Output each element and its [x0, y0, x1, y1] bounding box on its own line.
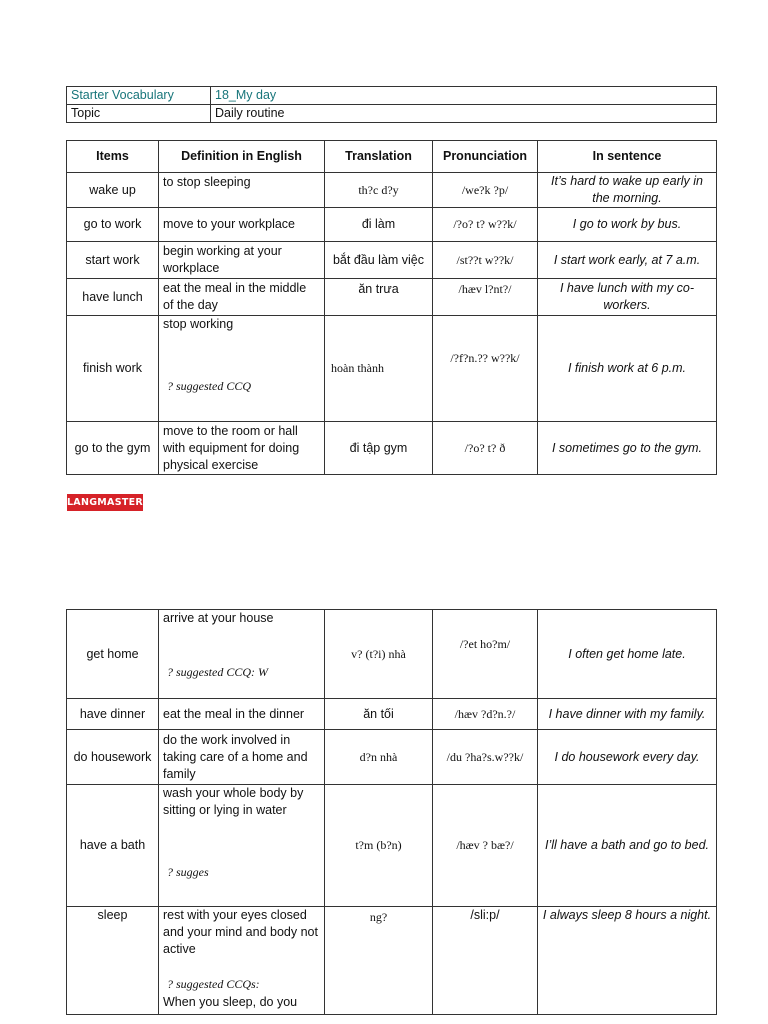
table-row — [67, 785, 717, 907]
vocab-table-continued — [66, 609, 717, 1015]
sentence: I often get home late. — [538, 610, 717, 699]
sentence: I’ll have a bath and go to bed. — [538, 785, 717, 907]
item: start work — [67, 242, 159, 279]
sentence: It’s hard to wake up early in the morning. — [538, 173, 717, 208]
ccq-note: ? suggested CCQ: W — [167, 665, 268, 679]
item: wake up — [67, 173, 159, 208]
sentence: I start work early, at 7 a.m. — [538, 242, 717, 279]
definition: rest with your eyes closed and your mind and body not active — [163, 908, 318, 956]
pronunciation: /st??t w??k/ — [433, 242, 538, 279]
definition-cell — [159, 785, 325, 907]
col-pronunciation: Pronunciation — [433, 141, 538, 173]
sentence: I finish work at 6 p.m. — [538, 316, 717, 422]
header-value-topic: Daily routine — [211, 105, 717, 123]
pronunciation: /hæv l?nt?/ — [433, 279, 538, 316]
translation: ng? — [325, 907, 433, 1015]
table-row — [67, 422, 717, 475]
translation: đi tập gym — [325, 422, 433, 475]
item: have dinner — [67, 699, 159, 730]
item: have lunch — [67, 279, 159, 316]
definition: move to your workplace — [159, 208, 325, 242]
translation: bắt đầu làm việc — [325, 242, 433, 279]
definition: stop working — [163, 317, 234, 331]
header-table — [66, 86, 717, 123]
pronunciation: /?o? t? ð — [433, 422, 538, 475]
col-definition: Definition in English — [159, 141, 325, 173]
sentence: I go to work by bus. — [538, 208, 717, 242]
translation: t?m (b?n) — [325, 785, 433, 907]
pronunciation: /?o? t? w??k/ — [433, 208, 538, 242]
definition-cell — [159, 907, 325, 1015]
table-row — [67, 173, 717, 208]
definition: do the work involved in taking care of a home and family — [159, 730, 325, 785]
pronunciation: /hæv ?d?n.?/ — [433, 699, 538, 730]
definition-cell — [159, 610, 325, 699]
item: finish work — [67, 316, 159, 422]
table-row — [67, 907, 717, 1015]
pronunciation: /?et ho?m/ — [433, 610, 538, 699]
translation: v? (t?i) nhà — [325, 610, 433, 699]
item: have a bath — [67, 785, 159, 907]
pronunciation: /we?k ?p/ — [433, 173, 538, 208]
table-row — [67, 208, 717, 242]
pronunciation: /hæv ? bæ?/ — [433, 785, 538, 907]
definition: wash your whole body by sitting or lying in water — [163, 786, 304, 817]
item: go to work — [67, 208, 159, 242]
item: go to the gym — [67, 422, 159, 475]
table-header-row — [67, 141, 717, 173]
definition: to stop sleeping — [159, 173, 325, 208]
vocab-table — [66, 140, 717, 475]
translation: ăn trưa — [325, 279, 433, 316]
item: sleep — [67, 907, 159, 1015]
definition: begin working at your workplace — [159, 242, 325, 279]
header-label-course: Starter Vocabulary — [67, 87, 211, 105]
col-sentence: In sentence — [538, 141, 717, 173]
pronunciation: /du ?ha?s.w??k/ — [433, 730, 538, 785]
translation: d?n nhà — [325, 730, 433, 785]
definition: eat the meal in the middle of the day — [159, 279, 325, 316]
translation: ăn tối — [325, 699, 433, 730]
header-value-course: 18_My day — [211, 87, 717, 105]
translation: hoàn thành — [325, 316, 433, 422]
table-row — [67, 316, 717, 422]
table-row — [67, 699, 717, 730]
table-row — [67, 242, 717, 279]
pronunciation: /sli:p/ — [433, 907, 538, 1015]
sentence: I have lunch with my co-workers. — [538, 279, 717, 316]
definition-cell — [159, 316, 325, 422]
definition: move to the room or hall with equipment for doing physical exercise — [159, 422, 325, 475]
sentence: I do housework every day. — [538, 730, 717, 785]
col-items: Items — [67, 141, 159, 173]
ccq-note: ? suggested CCQs: — [167, 977, 260, 991]
translation: đi làm — [325, 208, 433, 242]
ccq-question: When you sleep, do you — [163, 995, 298, 1009]
item: do housework — [67, 730, 159, 785]
definition: arrive at your house — [163, 611, 274, 625]
header-label-topic: Topic — [67, 105, 211, 123]
definition: eat the meal in the dinner — [159, 699, 325, 730]
translation: th?c d?y — [325, 173, 433, 208]
item: get home — [67, 610, 159, 699]
sentence: I sometimes go to the gym. — [538, 422, 717, 475]
col-translation: Translation — [325, 141, 433, 173]
table-row — [67, 730, 717, 785]
ccq-note: ? suggested CCQ — [167, 379, 251, 393]
langmaster-logo: LANGMASTER — [67, 494, 143, 511]
table-row — [67, 279, 717, 316]
sentence: I have dinner with my family. — [538, 699, 717, 730]
sentence: I always sleep 8 hours a night. — [538, 907, 717, 1015]
pronunciation: /?f?n.?? w??k/ — [433, 316, 538, 422]
ccq-note: ? sugges — [167, 865, 209, 879]
table-row — [67, 610, 717, 699]
